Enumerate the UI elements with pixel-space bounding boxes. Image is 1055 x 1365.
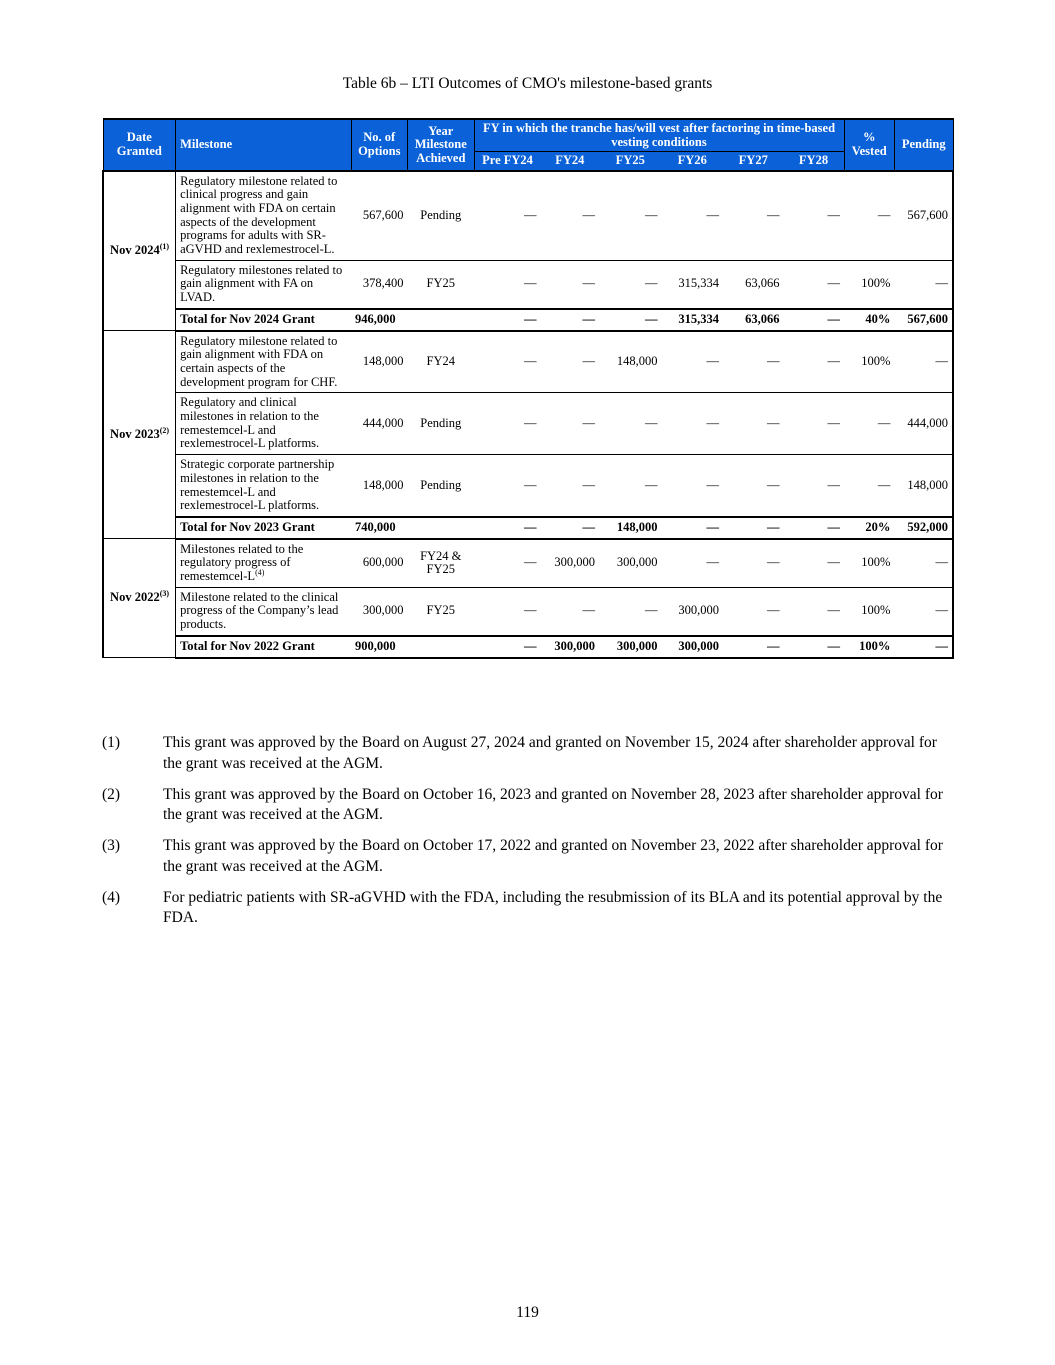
fy24-cell: —: [541, 309, 599, 331]
header-fy26: FY26: [662, 152, 724, 171]
total-row: [103, 636, 953, 658]
vested-cell: 100%: [844, 331, 894, 393]
date-granted-cell: Nov 2023$^{(2)}$: [103, 331, 176, 539]
fy27-cell: —: [723, 331, 783, 393]
fy28-cell: —: [784, 393, 845, 455]
footnote-3: [102, 836, 952, 877]
year-cell: Pending: [407, 455, 474, 517]
pending-cell: 567,600: [894, 309, 953, 331]
fy26-cell: 300,000: [662, 587, 724, 636]
page-number: 119: [516, 1304, 539, 1321]
table-row: [103, 539, 953, 588]
fy28-cell: —: [784, 171, 845, 261]
fy27-cell: —: [723, 539, 783, 588]
pre-fy24-cell: —: [474, 171, 541, 261]
year-cell: [407, 636, 474, 658]
table-row: [103, 393, 953, 455]
table-row: [103, 171, 953, 261]
vested-cell: —: [844, 393, 894, 455]
fy26-cell: —: [662, 517, 724, 539]
milestone-cell: Milestones related to the regulatory progress of remestemcel-$L^{(4)}$: [176, 539, 351, 588]
footnote-text: This grant was approved by the Board on October 16, 2023 and granted on November 28, 2023 after shareholder approval for the grant was received at the AGM.: [163, 785, 943, 823]
lti-outcomes-table: [102, 118, 954, 659]
pre-fy24-cell: —: [474, 260, 541, 309]
fy25-cell: 300,000: [599, 636, 662, 658]
fy24-cell: —: [541, 260, 599, 309]
fy28-cell: —: [784, 455, 845, 517]
header-fy28: FY28: [784, 152, 845, 171]
pre-fy24-cell: —: [474, 455, 541, 517]
pre-fy24-cell: —: [474, 636, 541, 658]
fy24-cell: —: [541, 393, 599, 455]
milestone-cell: Regulatory milestones related to gain alignment with FA on LVAD.: [176, 260, 351, 309]
fy25-cell: —: [599, 309, 662, 331]
fy25-cell: —: [599, 171, 662, 261]
pending-cell: 567,600: [894, 171, 953, 261]
pending-cell: 592,000: [894, 517, 953, 539]
options-cell: 567,600: [351, 171, 407, 261]
vested-cell: 20%: [844, 517, 894, 539]
fy27-cell: —: [723, 455, 783, 517]
fy26-cell: —: [662, 171, 724, 261]
pre-fy24-cell: —: [474, 393, 541, 455]
fy24-cell: —: [541, 331, 599, 393]
fy26-cell: 315,334: [662, 309, 724, 331]
fy25-cell: —: [599, 587, 662, 636]
options-cell: 946,000: [351, 309, 407, 331]
pending-cell: —: [894, 260, 953, 309]
fy26-cell: 315,334: [662, 260, 724, 309]
milestone-cell: Milestone related to the clinical progress of the Company’s lead products.: [176, 587, 351, 636]
fy28-cell: —: [784, 331, 845, 393]
pending-cell: 148,000: [894, 455, 953, 517]
milestone-cell: Regulatory milestone related to gain alignment with FDA on certain aspects of the development program for CHF.: [176, 331, 351, 393]
year-cell: FY24 & FY25: [407, 539, 474, 588]
header-fy27: FY27: [723, 152, 783, 171]
header-pre-fy24: Pre FY24: [474, 152, 541, 171]
table-row: [103, 455, 953, 517]
vested-cell: —: [844, 171, 894, 261]
header-date-granted: Date Granted: [103, 119, 176, 171]
fy27-cell: 63,066: [723, 260, 783, 309]
footnote-mark: (2): [102, 785, 121, 803]
footnote-1: [102, 733, 952, 774]
fy25-cell: —: [599, 455, 662, 517]
total-label: Total for Nov 2024 Grant: [176, 309, 351, 331]
fy26-cell: 300,000: [662, 636, 724, 658]
header-year-achieved: Year Milestone Achieved: [407, 119, 474, 171]
fy25-cell: 148,000: [599, 331, 662, 393]
vested-cell: —: [844, 455, 894, 517]
fy26-cell: —: [662, 455, 724, 517]
vested-cell: 100%: [844, 260, 894, 309]
footnote-mark: (1): [102, 734, 121, 751]
milestone-cell: Regulatory milestone related to clinical progress and gain alignment with FDA on certain aspects of the development programs for adults with SR-aGVHD and rexlemestrocel-L.: [176, 171, 351, 261]
fy24-cell: —: [541, 455, 599, 517]
vested-cell: 100%: [844, 636, 894, 658]
year-cell: Pending: [407, 171, 474, 261]
header-fy-group: FY in which the tranche has/will vest after factoring in time-based vesting conditions: [474, 119, 844, 152]
fy27-cell: —: [723, 517, 783, 539]
fy27-cell: —: [723, 636, 783, 658]
fy24-cell: 300,000: [541, 636, 599, 658]
milestone-cell: Strategic corporate partnership milestones in relation to the remestemcel-L and rexlemestrocel-L platforms.: [176, 455, 351, 517]
footnote-mark: (3): [102, 837, 121, 854]
fy26-cell: —: [662, 539, 724, 588]
total-label: Total for Nov 2023 Grant: [176, 517, 351, 539]
footnote-4: [102, 888, 952, 929]
footnote-text: This grant was approved by the Board on August 27, 2024 and granted on November 15, 2024 after shareholder approval for the grant was received at the AGM.: [163, 734, 937, 772]
options-cell: 148,000: [351, 331, 407, 393]
fy27-cell: —: [723, 587, 783, 636]
pre-fy24-cell: —: [474, 587, 541, 636]
table-row: [103, 260, 953, 309]
footnote-text: This grant was approved by the Board on October 17, 2022 and granted on November 23, 2022 after shareholder approval for the grant was received at the AGM.: [163, 837, 943, 875]
fy27-cell: —: [723, 171, 783, 261]
fy24-cell: 300,000: [541, 539, 599, 588]
header-fy25: FY25: [599, 152, 662, 171]
header-pending: Pending: [894, 119, 953, 171]
header-fy24: FY24: [541, 152, 599, 171]
footnote-mark: (4): [102, 888, 121, 906]
pending-cell: —: [894, 636, 953, 658]
header-milestone: Milestone: [176, 119, 351, 171]
fy25-cell: 148,000: [599, 517, 662, 539]
pending-cell: —: [894, 587, 953, 636]
year-cell: FY24: [407, 331, 474, 393]
options-cell: 740,000: [351, 517, 407, 539]
options-cell: 300,000: [351, 587, 407, 636]
total-row: [103, 517, 953, 539]
fy24-cell: —: [541, 517, 599, 539]
table-row: [103, 331, 953, 393]
fy28-cell: —: [784, 309, 845, 331]
fy25-cell: 300,000: [599, 539, 662, 588]
footnote-2: [102, 785, 952, 826]
footnotes: [102, 733, 952, 939]
options-cell: 148,000: [351, 455, 407, 517]
fy25-cell: —: [599, 260, 662, 309]
fy28-cell: —: [784, 539, 845, 588]
fy28-cell: —: [784, 517, 845, 539]
fy27-cell: —: [723, 393, 783, 455]
pre-fy24-cell: —: [474, 331, 541, 393]
pending-cell: —: [894, 331, 953, 393]
fy27-cell: 63,066: [723, 309, 783, 331]
options-cell: 600,000: [351, 539, 407, 588]
fy28-cell: —: [784, 587, 845, 636]
table-title: Table 6b – LTI Outcomes of CMO's milestone-based grants: [342, 75, 713, 92]
options-cell: 900,000: [351, 636, 407, 658]
year-cell: FY25: [407, 587, 474, 636]
date-granted-cell: Nov 2024$^{(1)}$: [103, 171, 176, 331]
fy25-cell: —: [599, 393, 662, 455]
options-cell: 378,400: [351, 260, 407, 309]
fy26-cell: —: [662, 331, 724, 393]
pending-cell: —: [894, 539, 953, 588]
footnote-text: For pediatric patients with SR-aGVHD with the FDA, including the resubmission of its BLA and its potential approval by the FDA.: [163, 888, 943, 926]
vested-cell: 100%: [844, 587, 894, 636]
fy24-cell: —: [541, 171, 599, 261]
fy28-cell: —: [784, 636, 845, 658]
pre-fy24-cell: —: [474, 539, 541, 588]
total-label: Total for Nov 2022 Grant: [176, 636, 351, 658]
fy24-cell: —: [541, 587, 599, 636]
options-cell: 444,000: [351, 393, 407, 455]
fy28-cell: —: [784, 260, 845, 309]
vested-cell: 100%: [844, 539, 894, 588]
vested-cell: 40%: [844, 309, 894, 331]
year-cell: FY25: [407, 260, 474, 309]
total-row: [103, 309, 953, 331]
year-cell: [407, 517, 474, 539]
pre-fy24-cell: —: [474, 309, 541, 331]
fy26-cell: —: [662, 393, 724, 455]
milestone-cell: Regulatory and clinical milestones in relation to the remestemcel-L and rexlemestrocel-L platforms.: [176, 393, 351, 455]
date-granted-cell: Nov 2022$^{(3)}$: [103, 539, 176, 658]
header-no-of-options: No. of Options: [351, 119, 407, 171]
header-vested: % Vested: [844, 119, 894, 171]
year-cell: [407, 309, 474, 331]
pre-fy24-cell: —: [474, 517, 541, 539]
pending-cell: 444,000: [894, 393, 953, 455]
table-row: [103, 587, 953, 636]
year-cell: Pending: [407, 393, 474, 455]
